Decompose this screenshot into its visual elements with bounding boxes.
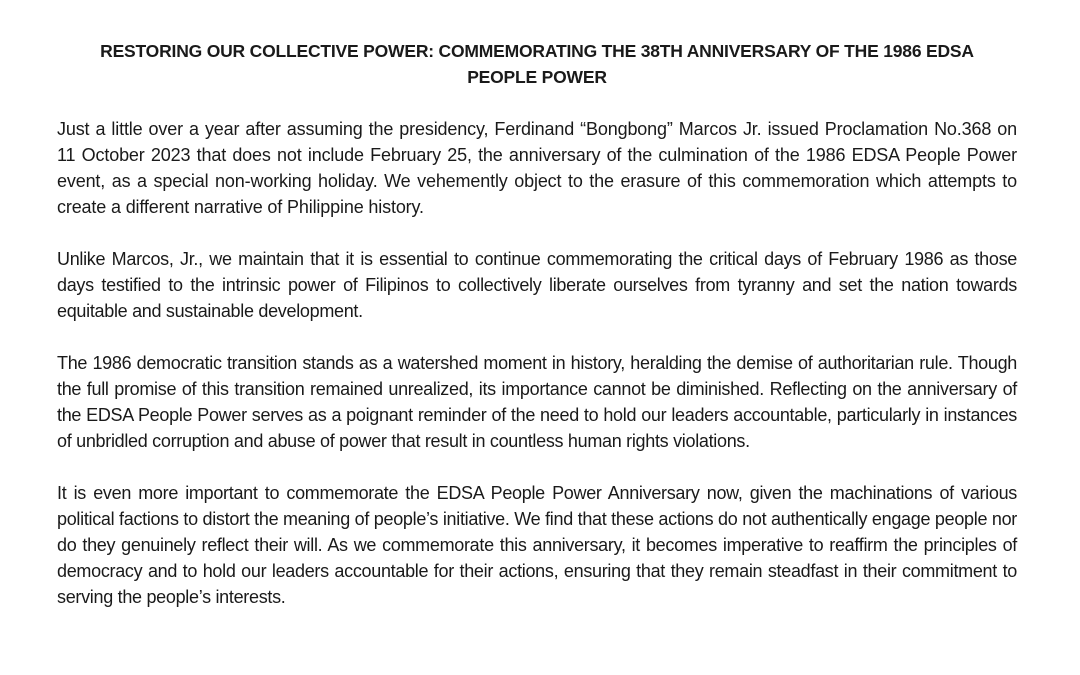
document-page [57,38,1017,636]
paragraph-peoples-initiative: It is even more important to commemorate the EDSA People Power Anniversary now, given the machinations of various political factions to distort the meaning of people’s initiative. We find that these actions do not authentically engage people nor do they genuinely reflect their will. As we commemorate this anniversary, it becomes imperative to reaffirm the principles of democracy and to hold our leaders accountable for their actions, ensuring that they remain steadfast in their commitment to serving the people’s interests. [57,483,1017,607]
paragraph-democratic-transition: The 1986 democratic transition stands as a watershed moment in history, heralding the demise of authoritarian rule. Though the full promise of this transition remained unrealized, its importance cannot be diminished. Reflecting on the anniversary of the EDSA People Power serves as a poignant reminder of the need to hold our leaders accountable, particularly in instances of unbridled corruption and abuse of power that result in countless human rights violations. [57,353,1017,451]
document-title: RESTORING OUR COLLECTIVE POWER: COMMEMORATING THE 38TH ANNIVERSARY OF THE 1986 EDSA PEOPLE POWER [100,41,974,87]
paragraph-proclamation: Just a little over a year after assuming the presidency, Ferdinand “Bongbong” Marcos Jr. issued Proclamation No.368 on 11 October 2023 that does not include February 25, the anniversary of the culmination of the 1986 EDSA People Power event, as a special non-working holiday. We vehemently object to the erasure of this commemoration which attempts to create a different narrative of Philippine history. [57,119,1017,217]
paragraph-commemoration: Unlike Marcos, Jr., we maintain that it is essential to continue commemorating the critical days of February 1986 as those days testified to the intrinsic power of Filipinos to collectively liberate ourselves from tyranny and set the nation towards equitable and sustainable development. [57,249,1017,321]
